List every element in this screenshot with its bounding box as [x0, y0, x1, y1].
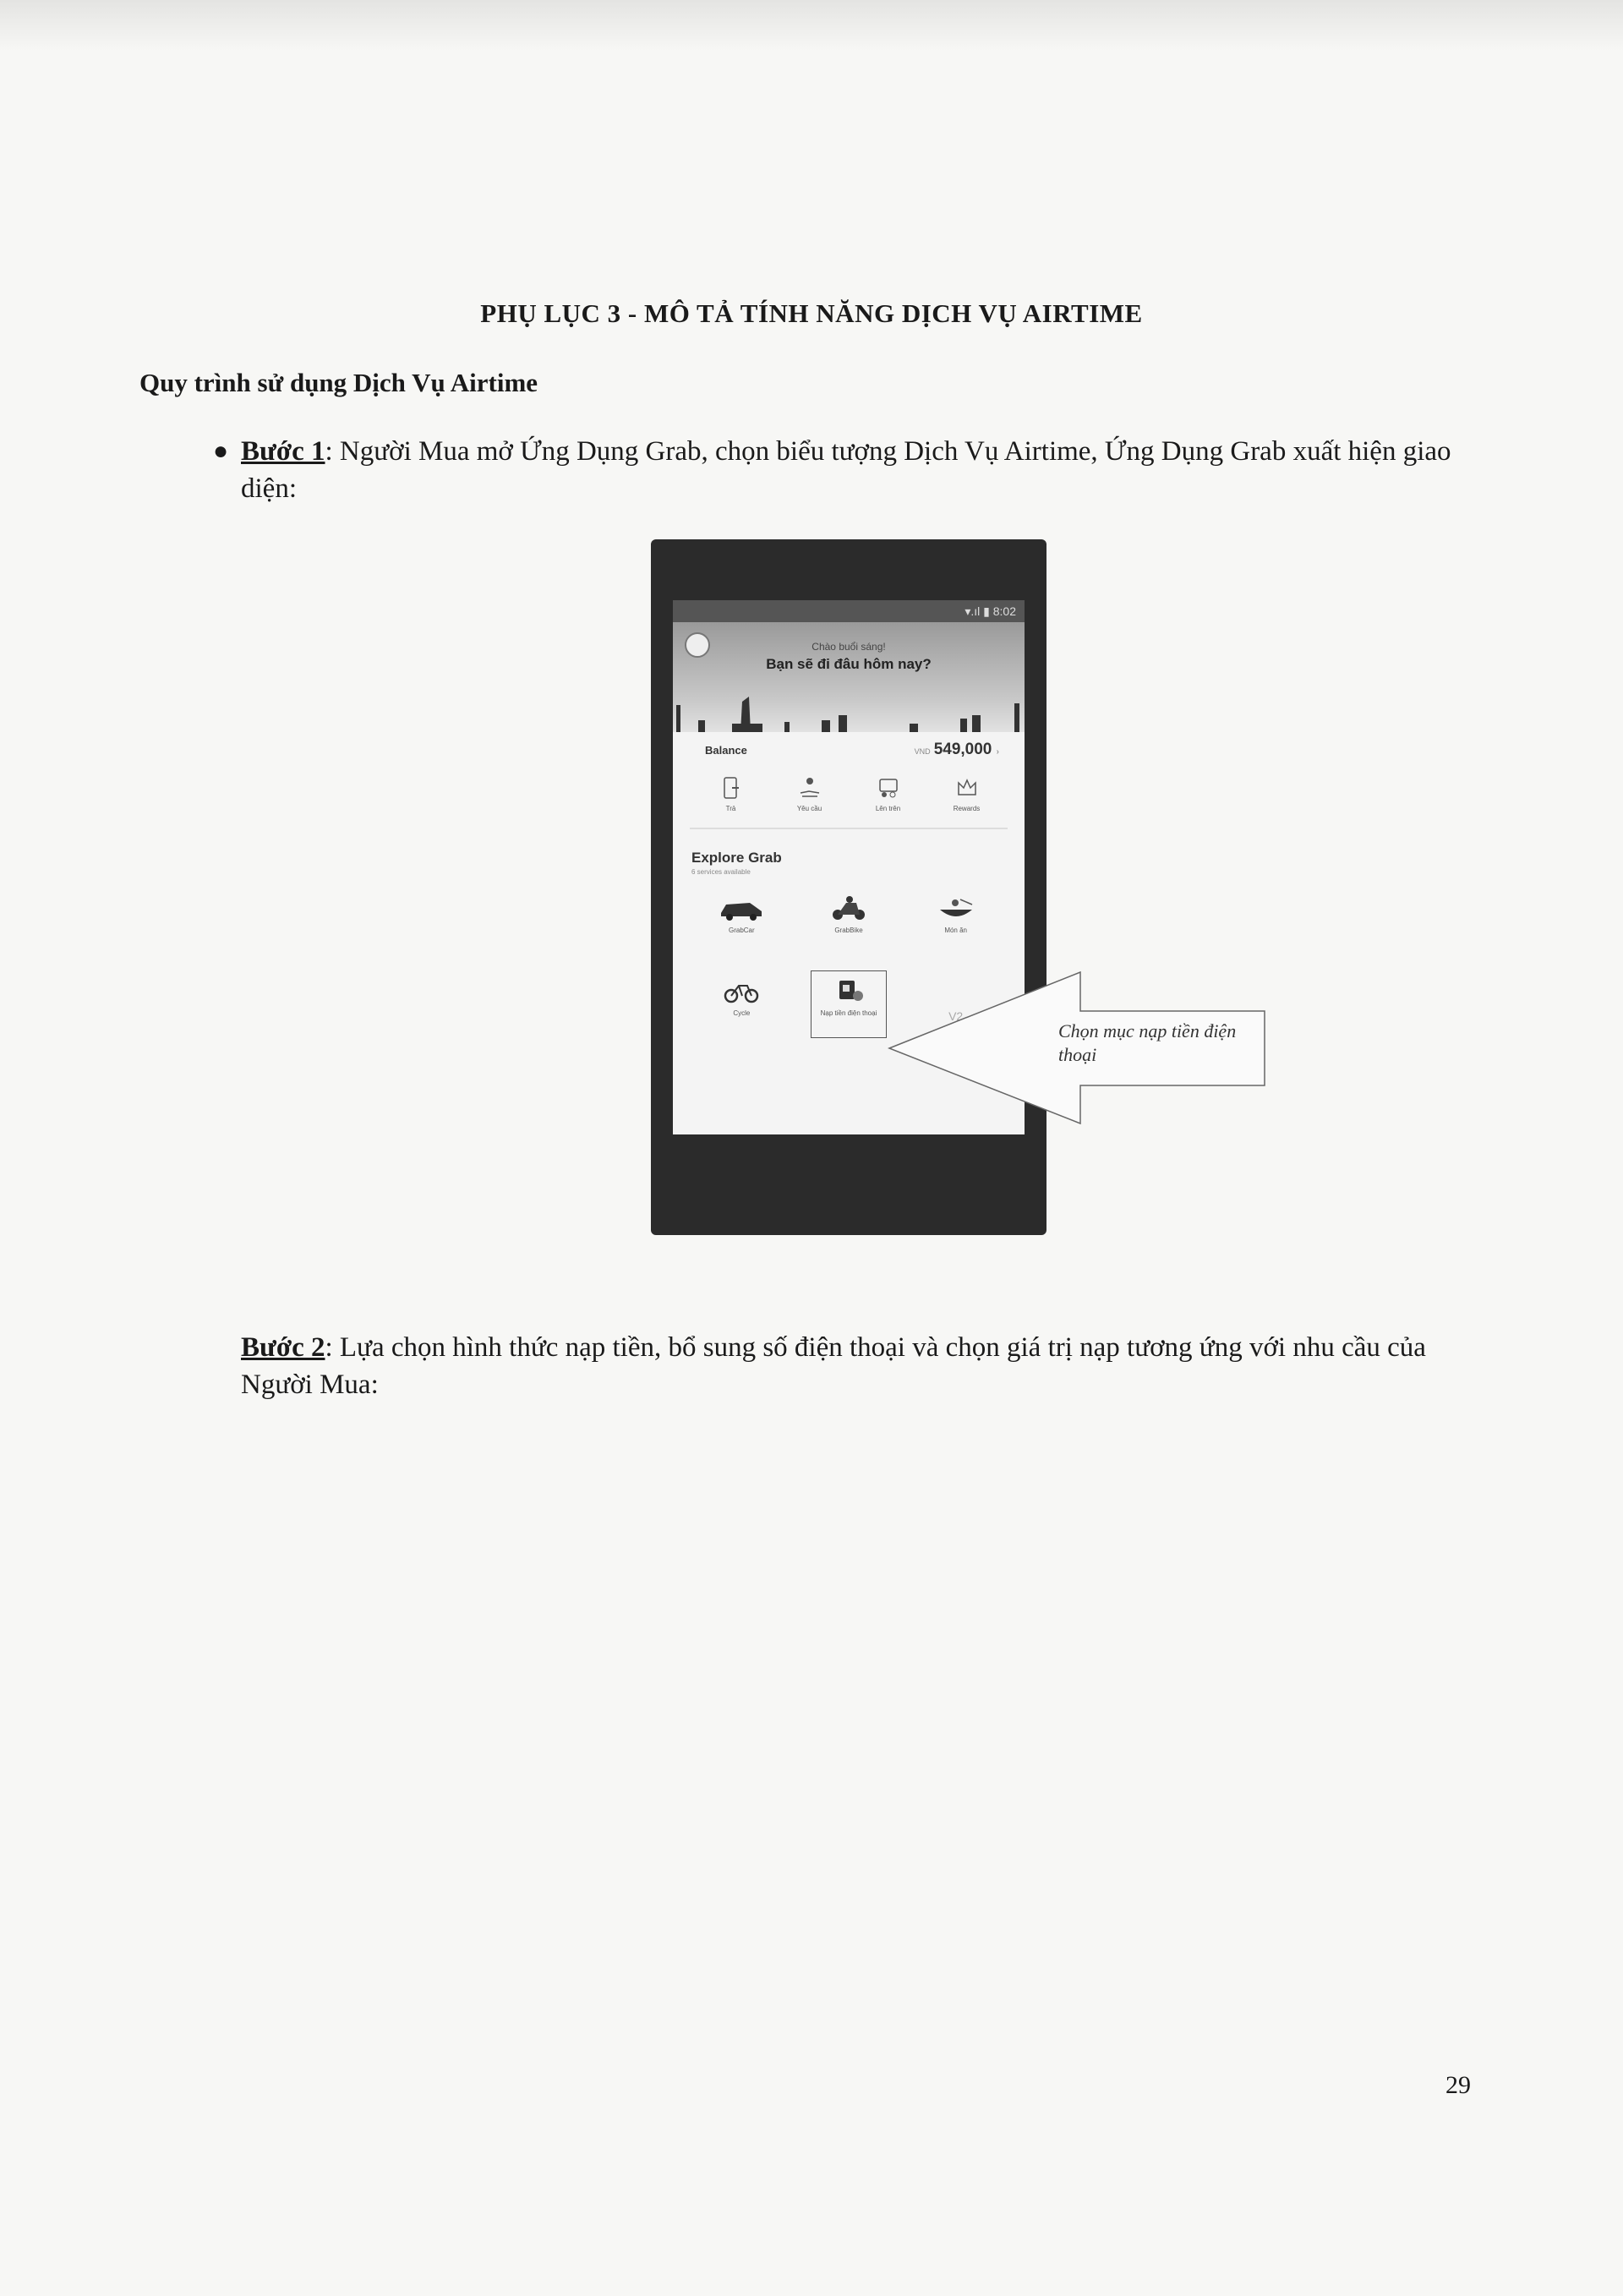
service-label: Nạp tiền điện thoại	[820, 1009, 877, 1017]
card-icon	[876, 776, 901, 800]
scan-shadow	[0, 0, 1623, 51]
hand-coin-icon	[797, 776, 822, 800]
greeting-small: Chào buổi sáng!	[812, 641, 886, 653]
greeting-big: Bạn sẽ đi đâu hôm nay?	[766, 656, 932, 672]
service-label: Cycle	[733, 1009, 751, 1017]
quick-action-label: Lên trên	[875, 805, 901, 812]
balance-label: Balance	[705, 743, 747, 757]
balance-currency: VND	[914, 747, 931, 756]
motorbike-icon	[829, 894, 868, 921]
quick-action-label: Trả	[725, 805, 736, 812]
status-time: 8:02	[992, 604, 1016, 618]
step-1-label: Bước 1	[241, 436, 325, 467]
quick-action-label: Yêu cầu	[796, 805, 822, 812]
signal-icon: ▾.ıl ▮	[965, 604, 993, 618]
crown-icon	[954, 776, 980, 800]
step-2-paragraph	[241, 1329, 1475, 1403]
service-food[interactable]	[902, 894, 1009, 962]
appendix-title: PHỤ LỤC 3 - MÔ TẢ TÍNH NĂNG DỊCH VỤ AIRTIME	[480, 298, 1143, 328]
food-bowl-icon	[935, 894, 977, 921]
page-number: 29	[1445, 2071, 1471, 2099]
step-1-text: : Người Mua mở Ứng Dụng Grab, chọn biểu tượng Dịch Vụ Airtime, Ứng Dụng Grab xuất hiện giao diện:	[241, 436, 1451, 504]
bullet-icon: ●	[213, 437, 229, 465]
service-label: Món ăn	[944, 927, 967, 934]
chevron-right-icon: ›	[996, 747, 999, 757]
highlight-box	[811, 970, 887, 1038]
step-1-paragraph	[213, 433, 1475, 507]
service-cycle[interactable]	[688, 977, 795, 1045]
status-bar	[673, 600, 1025, 622]
quick-action-rewards[interactable]	[937, 776, 997, 812]
step-2-label: Bước 2	[241, 1332, 325, 1363]
explore-title: Explore Grab	[691, 850, 782, 866]
city-skyline-icon	[673, 690, 1025, 732]
step-2-text: : Lựa chọn hình thức nạp tiền, bổ sung số điện thoại và chọn giá trị nạp tương ứng với nhu cầu của Người Mua:	[241, 1332, 1426, 1400]
service-phone-topup[interactable]	[795, 977, 903, 1045]
bicycle-icon	[722, 977, 761, 1004]
service-label: GrabCar	[728, 927, 755, 934]
car-icon	[718, 894, 765, 921]
callout-text: Chọn mục nạp tiền điện thoại	[1058, 1020, 1237, 1065]
balance-value	[915, 741, 999, 759]
section-heading: Quy trình sử dụng Dịch Vụ Airtime	[139, 368, 538, 397]
quick-actions	[673, 759, 1025, 812]
explore-subtitle: 6 services available	[691, 868, 751, 876]
avatar[interactable]	[685, 632, 710, 658]
quick-action-pay[interactable]	[702, 776, 761, 812]
balance-row[interactable]	[673, 732, 1025, 759]
quick-action-label: Rewards	[953, 805, 981, 812]
phone-mockup	[651, 539, 1046, 1235]
v2-label: V2	[948, 1009, 964, 1023]
app-header	[673, 622, 1025, 732]
service-grabcar[interactable]	[688, 894, 795, 962]
divider	[690, 828, 1008, 829]
service-label: GrabBike	[834, 927, 863, 934]
phone-pay-icon	[722, 776, 740, 800]
quick-action-topup[interactable]	[859, 776, 918, 812]
balance-amount: 549,000	[933, 741, 992, 758]
service-grabbike[interactable]	[795, 894, 903, 962]
quick-action-request[interactable]	[780, 776, 839, 812]
